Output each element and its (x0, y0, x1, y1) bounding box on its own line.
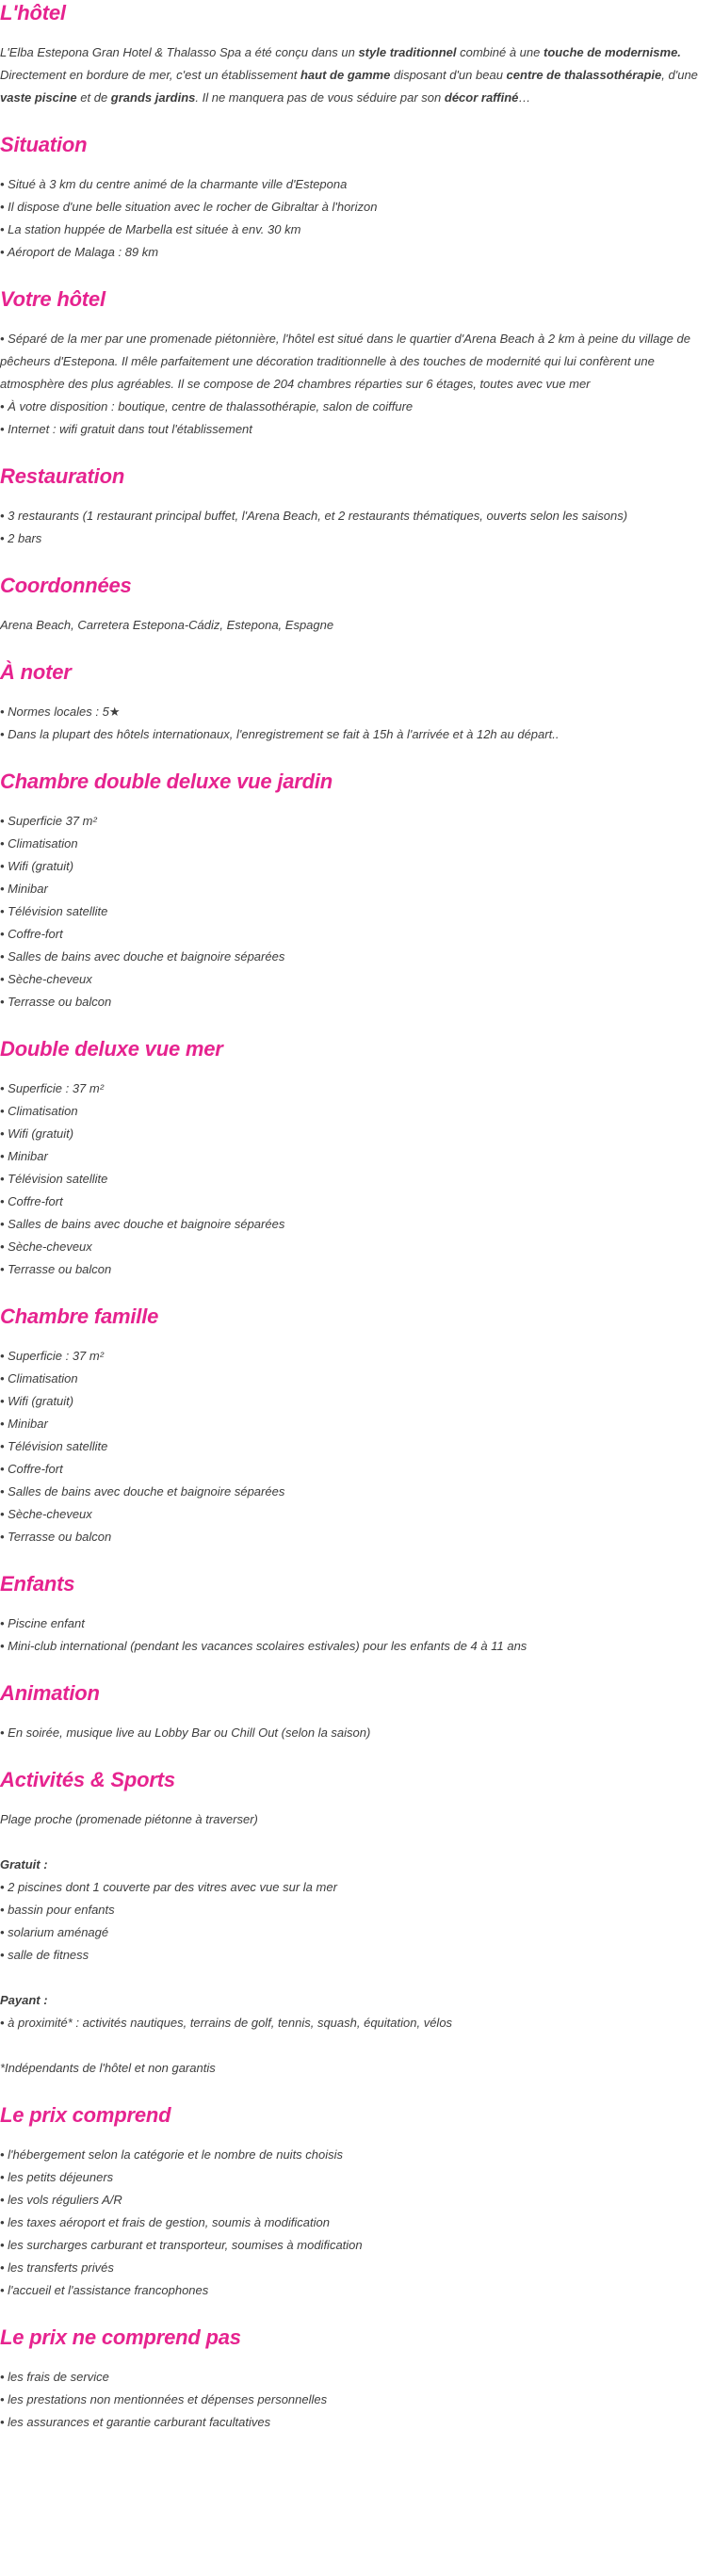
section-title-a-noter: À noter (0, 660, 72, 684)
list-item: • Mini-club international (pendant les vacances scolaires estivales) pour les enfants de 4 à 11 ans (0, 1635, 714, 1658)
list-item: • Piscine enfant (0, 1612, 714, 1635)
enfants-list (0, 1612, 714, 1658)
list-item: • à proximité* : activités nautiques, terrains de golf, tennis, squash, équitation, vélos (0, 2012, 714, 2034)
animation-list (0, 1722, 714, 1744)
section-chambre-double-deluxe-vue-jardin (0, 746, 714, 1013)
list-item: • Salles de bains avec douche et baignoire séparées (0, 946, 714, 968)
list-item: • Télévision satellite (0, 1435, 714, 1458)
list-item: • l'hébergement selon la catégorie et le nombre de nuits choisis (0, 2144, 714, 2166)
list-item: • Terrasse ou balcon (0, 1258, 714, 1281)
section-chambre-famille (0, 1281, 714, 1548)
chambre-double-deluxe-vue-jardin-list (0, 810, 714, 1013)
list-item: • Sèche-cheveux (0, 968, 714, 991)
list-item: • Minibar (0, 878, 714, 900)
list-item: • Télévision satellite (0, 1168, 714, 1191)
section-votre-hotel (0, 264, 714, 441)
list-item: • Aéroport de Malaga : 89 km (0, 241, 714, 264)
list-item: • Climatisation (0, 1100, 714, 1123)
section-title-animation: Animation (0, 1681, 100, 1705)
gratuit-label: Gratuit : (0, 1857, 48, 1871)
prix-container (0, 2080, 714, 2434)
list-item: • les vols réguliers A/R (0, 2189, 714, 2211)
list-item: • Coffre-fort (0, 923, 714, 946)
list-item: • En soirée, musique live au Lobby Bar ou Chill Out (selon la saison) (0, 1722, 714, 1744)
list-item: • les transferts privés (0, 2257, 714, 2279)
list-item: • les petits déjeuners (0, 2166, 714, 2189)
le-prix-comprend-list (0, 2144, 714, 2302)
section-restauration (0, 441, 714, 550)
section-title-hotel: L'hôtel (0, 1, 66, 24)
list-item: • Séparé de la mer par une promenade piétonnière, l'hôtel est situé dans le quartier d'Arena Beach à 2 km à peine du village de pêcheurs d'Estepona. Il mêle parfaitement une décoration traditionnelle à des touches de modernité qui lui confèrent une atmosphère des plus agréables. Il se compose de 204 chambres réparties sur 6 étages, toutes avec vue mer (0, 328, 714, 396)
list-item: • Sèche-cheveux (0, 1503, 714, 1526)
list-item: • Minibar (0, 1145, 714, 1168)
section-hotel (0, 0, 714, 109)
list-item: • l'accueil et l'assistance francophones (0, 2279, 714, 2302)
section-enfants (0, 1548, 714, 1658)
list-item: • Wifi (gratuit) (0, 855, 714, 878)
le-prix-ne-comprend-pas-list (0, 2366, 714, 2434)
section-coordonnees (0, 550, 714, 637)
list-item: • bassin pour enfants (0, 1899, 714, 1921)
section-title-chambre-double-deluxe-vue-jardin: Chambre double deluxe vue jardin (0, 770, 333, 793)
section-title-situation: Situation (0, 133, 88, 156)
list-item: • les surcharges carburant et transporteur, soumises à modification (0, 2234, 714, 2257)
intro-highlight: style traditionnel (358, 45, 457, 59)
intro-highlight: touche de modernisme. (544, 45, 681, 59)
intro-text: … (518, 90, 531, 105)
intro-text: . Il ne manquera pas de vous séduire par son (195, 90, 445, 105)
section-title-coordonnees: Coordonnées (0, 574, 132, 597)
hotel-intro-paragraph (0, 41, 714, 109)
list-item: • Situé à 3 km du centre animé de la charmante ville d'Estepona (0, 173, 714, 196)
chambre-famille-list (0, 1345, 714, 1548)
section-activites (0, 1744, 714, 2080)
list-item: • Terrasse ou balcon (0, 1526, 714, 1548)
list-item: • Coffre-fort (0, 1458, 714, 1481)
sections-container (0, 109, 714, 1744)
list-item: • les assurances et garantie carburant facultatives (0, 2411, 714, 2434)
payant-label: Payant : (0, 1993, 48, 2007)
list-item: • solarium aménagé (0, 1921, 714, 1944)
list-item: • les taxes aéroport et frais de gestion, soumis à modification (0, 2211, 714, 2234)
intro-text: disposant d'un beau (390, 68, 507, 82)
intro-highlight: centre de thalassothérapie (506, 68, 662, 82)
list-item: • Télévision satellite (0, 900, 714, 923)
list-item: • salle de fitness (0, 1944, 714, 1967)
section-title-votre-hotel: Votre hôtel (0, 287, 105, 311)
restauration-list (0, 505, 714, 550)
gratuit-list (0, 1876, 714, 1967)
coordonnees-text: Arena Beach, Carretera Estepona-Cádiz, Estepona, Espagne (0, 618, 334, 632)
intro-highlight: décor raffiné (444, 90, 519, 105)
intro-text: Directement en bordure de mer, c'est un établissement (0, 68, 300, 82)
list-item: • Superficie 37 m² (0, 810, 714, 833)
intro-highlight: grands jardins (110, 90, 196, 105)
section-title-double-deluxe-vue-mer: Double deluxe vue mer (0, 1037, 223, 1061)
section-a-noter (0, 637, 714, 746)
section-le-prix-ne-comprend-pas (0, 2302, 714, 2434)
section-situation (0, 109, 714, 264)
list-item: • Terrasse ou balcon (0, 991, 714, 1013)
payant-list (0, 2012, 714, 2034)
list-item: • Sèche-cheveux (0, 1236, 714, 1258)
list-item: • Climatisation (0, 833, 714, 855)
list-item: • Dans la plupart des hôtels internationaux, l'enregistrement se fait à 15h à l'arrivée et à 12h au départ.. (0, 723, 714, 746)
list-item: • 3 restaurants (1 restaurant principal buffet, l'Arena Beach, et 2 restaurants thématiques, ouverts selon les saisons) (0, 505, 714, 527)
intro-text: , d'une (661, 68, 698, 82)
section-title-le-prix-comprend: Le prix comprend (0, 2103, 171, 2127)
intro-highlight: haut de gamme (300, 68, 391, 82)
section-title-chambre-famille: Chambre famille (0, 1304, 159, 1328)
intro-text: L'Elba Estepona Gran Hotel & Thalasso Spa a été conçu dans un (0, 45, 359, 59)
votre-hotel-list (0, 328, 714, 441)
situation-list (0, 173, 714, 264)
activites-note: *Indépendants de l'hôtel et non garantis (0, 2061, 216, 2075)
list-item: • les frais de service (0, 2366, 714, 2389)
double-deluxe-vue-mer-list (0, 1077, 714, 1281)
a-noter-list (0, 701, 714, 746)
list-item: • 2 bars (0, 527, 714, 550)
activites-intro: Plage proche (promenade piétonne à traverser) (0, 1812, 258, 1826)
section-title-enfants: Enfants (0, 1572, 75, 1596)
list-item: • Salles de bains avec douche et baignoire séparées (0, 1481, 714, 1503)
list-item: • Salles de bains avec douche et baignoire séparées (0, 1213, 714, 1236)
list-item: • Internet : wifi gratuit dans tout l'établissement (0, 418, 714, 441)
list-item: • La station huppée de Marbella est située à env. 30 km (0, 219, 714, 241)
list-item: • Climatisation (0, 1368, 714, 1390)
section-title-activites: Activités & Sports (0, 1768, 175, 1791)
section-le-prix-comprend (0, 2080, 714, 2302)
list-item: • Normes locales : 5★ (0, 701, 714, 723)
intro-highlight: vaste piscine (0, 90, 77, 105)
list-item: • 2 piscines dont 1 couverte par des vitres avec vue sur la mer (0, 1876, 714, 1899)
intro-text: et de (76, 90, 111, 105)
section-double-deluxe-vue-mer (0, 1013, 714, 1281)
intro-text: combiné à une (456, 45, 544, 59)
list-item: • Minibar (0, 1413, 714, 1435)
list-item: • Wifi (gratuit) (0, 1123, 714, 1145)
list-item: • Superficie : 37 m² (0, 1345, 714, 1368)
list-item: • Coffre-fort (0, 1191, 714, 1213)
list-item: • Superficie : 37 m² (0, 1077, 714, 1100)
section-title-le-prix-ne-comprend-pas: Le prix ne comprend pas (0, 2325, 241, 2349)
list-item: • Wifi (gratuit) (0, 1390, 714, 1413)
list-item: • Il dispose d'une belle situation avec le rocher de Gibraltar à l'horizon (0, 196, 714, 219)
section-title-restauration: Restauration (0, 464, 125, 488)
list-item: • À votre disposition : boutique, centre de thalassothérapie, salon de coiffure (0, 396, 714, 418)
list-item: • les prestations non mentionnées et dépenses personnelles (0, 2389, 714, 2411)
section-animation (0, 1658, 714, 1744)
